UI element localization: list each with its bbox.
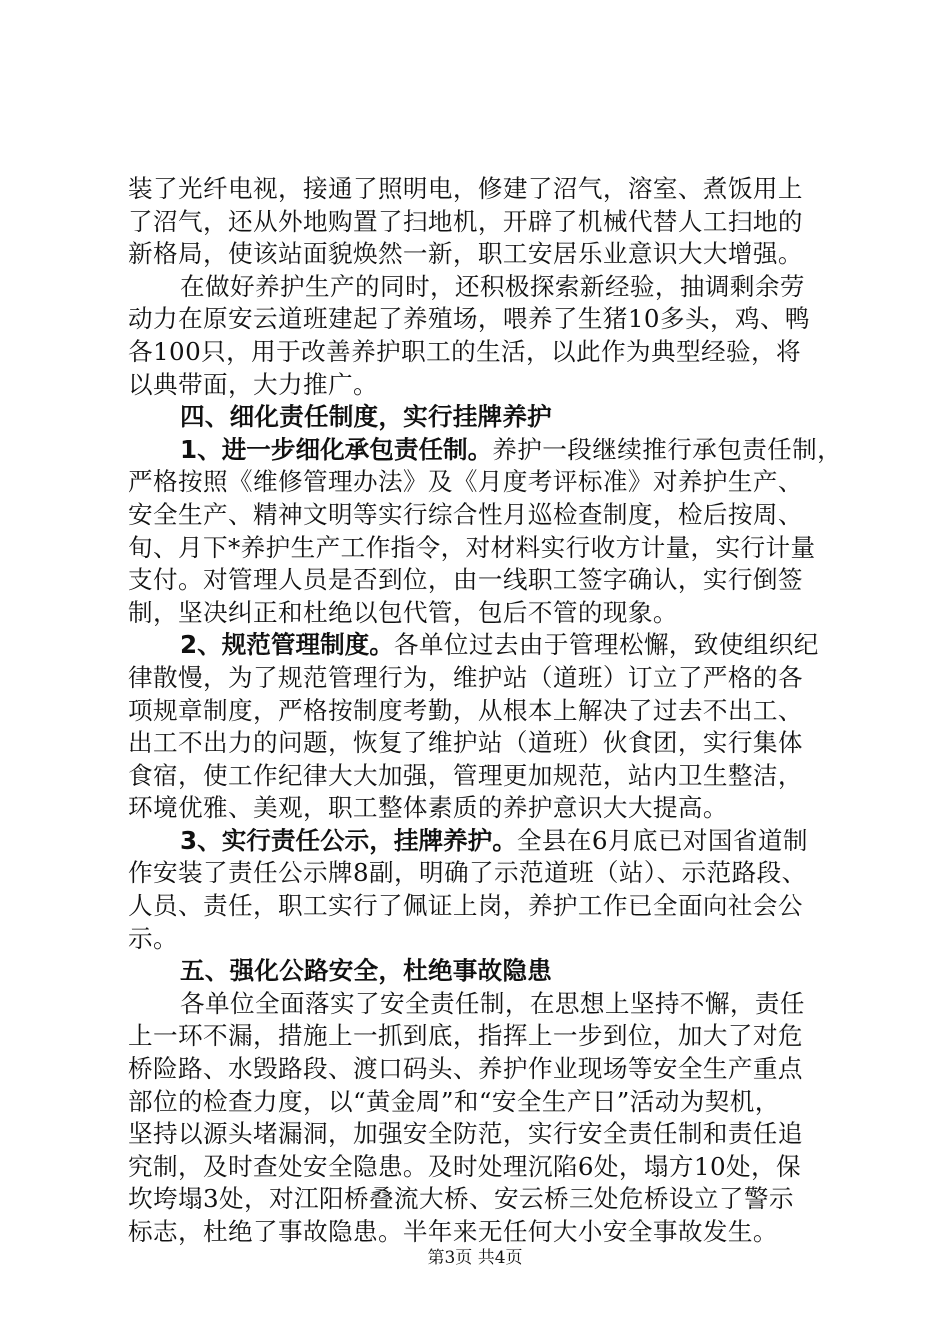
paragraph-text: 全县在6月底已对国省道制 xyxy=(516,825,808,855)
paragraph-line: 究制，及时查处安全隐患。及时处理沉陷6处，塌方10处，保 xyxy=(128,1151,801,1181)
paragraph-line: 标志，杜绝了事故隐患。半年来无任何大小安全事故发生。 xyxy=(128,1217,778,1246)
paragraph-line: 示。 xyxy=(128,923,178,953)
paragraph-line: 桥险路、水毁路段、渡口码头、养护作业现场等安全生产重点 xyxy=(128,1054,803,1084)
paragraph-line: 在做好养护生产的同时，还积极探索新经验，抽调剩余劳 xyxy=(180,271,805,301)
paragraph-text: 养护一段继续推行承包责任制， xyxy=(492,434,843,464)
section-heading-5: 五、强化公路安全，杜绝事故隐患 xyxy=(180,956,552,986)
paragraph-line: 严格按照《维修管理办法》及《月度考评标准》对养护生产、 xyxy=(128,467,803,497)
paragraph-line: 制，坚决纠正和杜绝以包代管，包后不管的现象。 xyxy=(128,597,678,627)
paragraph-line: 人员、责任，职工实行了佩证上岗，养护工作已全面向社会公 xyxy=(128,891,803,921)
page-footer: 第3页 共4页 xyxy=(427,1248,523,1268)
paragraph-line: 律散慢，为了规范管理行为，维护站（道班）订立了严格的各 xyxy=(128,662,803,692)
paragraph-line: 支付。对管理人员是否到位，由一线职工签字确认，实行倒签 xyxy=(128,565,803,595)
paragraph-line: 新格局，使该站面貌焕然一新，职工安居乐业意识大大增强。 xyxy=(128,239,803,269)
paragraph-line: 动力在原安云道班建起了养殖场，喂养了生猪10多头，鸡、鸭 xyxy=(128,304,810,334)
subsection-title: 2、规范管理制度。 xyxy=(180,630,394,660)
paragraph-line xyxy=(128,629,842,662)
subsection-title: 3、实行责任公示，挂牌养护。 xyxy=(180,825,517,855)
paragraph-line: 坎垮塌3处，对江阳桥叠流大桥、安云桥三处危桥设立了警示 xyxy=(128,1184,794,1214)
paragraph-line: 部位的检查力度，以“黄金周”和“安全生产日”活动为契机， xyxy=(128,1086,780,1116)
paragraph-line: 安全生产、精神文明等实行综合性月巡检查制度，检后按周、 xyxy=(128,499,803,529)
paragraph-line xyxy=(128,825,842,858)
paragraph-line xyxy=(128,434,842,467)
paragraph-line: 坚持以源头堵漏洞，加强安全防范，实行安全责任制和责任追 xyxy=(128,1119,803,1149)
paragraph-line: 出工不出力的问题，恢复了维护站（道班）伙食团，实行集体 xyxy=(128,728,803,758)
paragraph-line: 各单位全面落实了安全责任制，在思想上坚持不懈，责任 xyxy=(180,988,805,1018)
paragraph-line: 项规章制度，严格按制度考勤，从根本上解决了过去不出工、 xyxy=(128,695,803,725)
paragraph-line: 旬、月下*养护生产工作指令，对材料实行收方计量，实行计量 xyxy=(128,532,816,562)
paragraph-line: 上一环不漏，措施上一抓到底，指挥上一步到位，加大了对危 xyxy=(128,1021,803,1051)
body-text xyxy=(128,173,842,1249)
paragraph-line: 装了光纤电视，接通了照明电，修建了沼气，溶室、煮饭用上 xyxy=(128,174,803,203)
paragraph-line: 以典带面，大力推广。 xyxy=(128,369,378,399)
section-heading-4: 四、细化责任制度，实行挂牌养护 xyxy=(180,402,552,432)
paragraph-line: 环境优雅、美观，职工整体素质的养护意识大大提高。 xyxy=(128,793,728,823)
subsection-title: 1、进一步细化承包责任制。 xyxy=(180,434,493,464)
paragraph-line: 各100只，用于改善养护职工的生活，以此作为典型经验，将 xyxy=(128,336,801,366)
paragraph-line: 食宿，使工作纪律大大加强，管理更加规范，站内卫生整洁， xyxy=(128,760,803,790)
paragraph-line: 了沼气，还从外地购置了扫地机，开辟了机械代替人工扫地的 xyxy=(128,206,803,236)
paragraph-line: 作安装了责任公示牌8副，明确了示范道班（站）、示范路段、 xyxy=(128,858,807,888)
paragraph-text: 各单位过去由于管理松懈，致使组织纪 xyxy=(393,630,819,660)
